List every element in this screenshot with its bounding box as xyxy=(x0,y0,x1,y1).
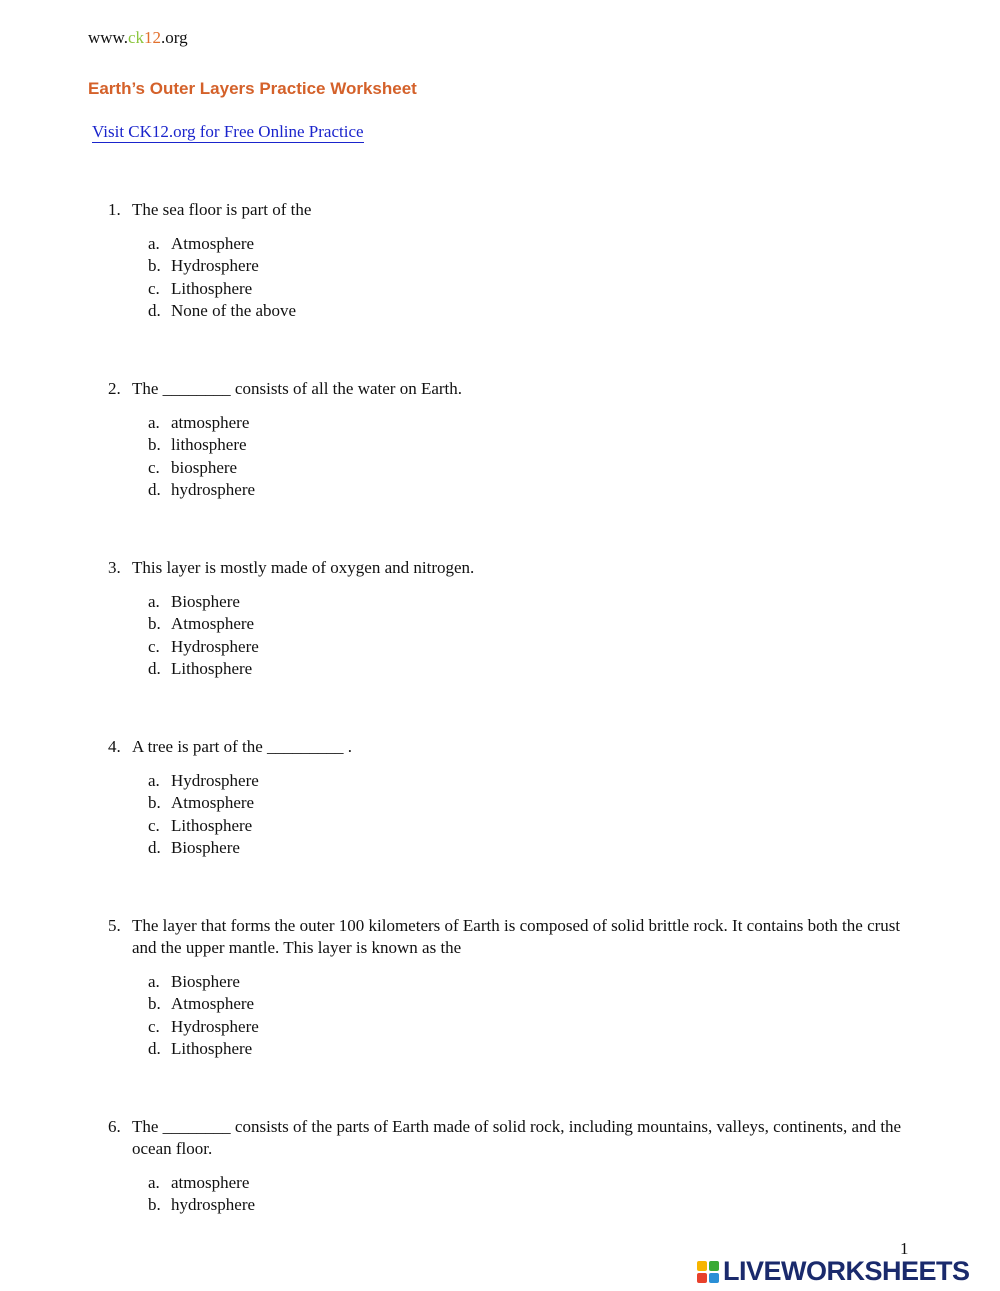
option-b[interactable]: b. Hydrosphere xyxy=(148,256,259,276)
question-number: 6. xyxy=(108,1117,121,1136)
logo-square-4 xyxy=(709,1273,719,1283)
question-6 xyxy=(108,1116,918,1217)
question-4 xyxy=(108,736,918,859)
option-c[interactable]: c. Lithosphere xyxy=(148,278,253,298)
question-number: 5. xyxy=(108,916,121,935)
option-b[interactable]: b. hydrosphere xyxy=(148,1195,256,1215)
worksheet-title: Earth’s Outer Layers Practice Worksheet xyxy=(88,79,417,98)
option-d[interactable]: d. hydrosphere xyxy=(148,479,256,499)
option-d[interactable]: d. Biosphere xyxy=(148,837,240,857)
question-text: The ________ consists of all the water on Earth. xyxy=(132,379,463,398)
option-c[interactable]: c. Hydrosphere xyxy=(148,1016,259,1036)
question-1 xyxy=(108,199,918,322)
site-url-ck: ck xyxy=(127,28,145,47)
option-a[interactable]: a. Biosphere xyxy=(148,592,240,611)
question-text: The ________ consists of the parts of Earth made of solid rock, including mountains, valleys, continents, and the ocean floor. xyxy=(132,1117,902,1158)
logo-square-3 xyxy=(697,1273,707,1283)
option-d[interactable]: d. Lithosphere xyxy=(148,1038,253,1058)
question-2 xyxy=(108,378,918,501)
option-c[interactable]: c. Lithosphere xyxy=(148,815,253,835)
question-3 xyxy=(108,557,918,680)
option-a[interactable]: a. Biosphere xyxy=(148,972,240,991)
question-text: The layer that forms the outer 100 kilometers of Earth is composed of solid brittle rock. It contains both the crust and the upper mantle. This layer is known as the xyxy=(132,916,901,957)
option-d[interactable]: d. Lithosphere xyxy=(148,658,253,678)
online-practice-link[interactable]: Visit CK12.org for Free Online Practice xyxy=(92,122,364,141)
option-a[interactable]: a. atmosphere xyxy=(148,1173,250,1192)
page-number: 1 xyxy=(900,1239,909,1258)
option-b[interactable]: b. Atmosphere xyxy=(148,994,255,1014)
question-5 xyxy=(108,915,918,1060)
question-number: 3. xyxy=(108,558,121,577)
question-number: 4. xyxy=(108,737,121,756)
question-number: 1. xyxy=(108,200,121,219)
question-text: The sea floor is part of the xyxy=(132,200,312,219)
liveworksheets-logo-icon xyxy=(697,1261,719,1283)
option-b[interactable]: b. Atmosphere xyxy=(148,614,255,634)
option-d[interactable]: d. None of the above xyxy=(148,300,297,320)
option-b[interactable]: b. lithosphere xyxy=(148,435,247,455)
question-number: 2. xyxy=(108,379,121,398)
liveworksheets-logo[interactable] xyxy=(697,1256,970,1287)
logo-square-2 xyxy=(709,1261,719,1271)
question-text: A tree is part of the _________ . xyxy=(132,737,353,756)
option-c[interactable]: c. Hydrosphere xyxy=(148,636,259,656)
option-b[interactable]: b. Atmosphere xyxy=(148,793,255,813)
site-url-12: 12 xyxy=(144,28,162,47)
question-text: This layer is mostly made of oxygen and nitrogen. xyxy=(132,558,475,577)
option-a[interactable]: a. Atmosphere xyxy=(148,234,255,253)
option-c[interactable]: c. biosphere xyxy=(148,457,238,477)
logo-text: LIVEWORKSHEETS xyxy=(723,1256,970,1286)
logo-square-1 xyxy=(697,1261,707,1271)
option-a[interactable]: a. Hydrosphere xyxy=(148,771,259,790)
site-url: www.ck12.org xyxy=(88,28,188,47)
option-a[interactable]: a. atmosphere xyxy=(148,413,250,432)
